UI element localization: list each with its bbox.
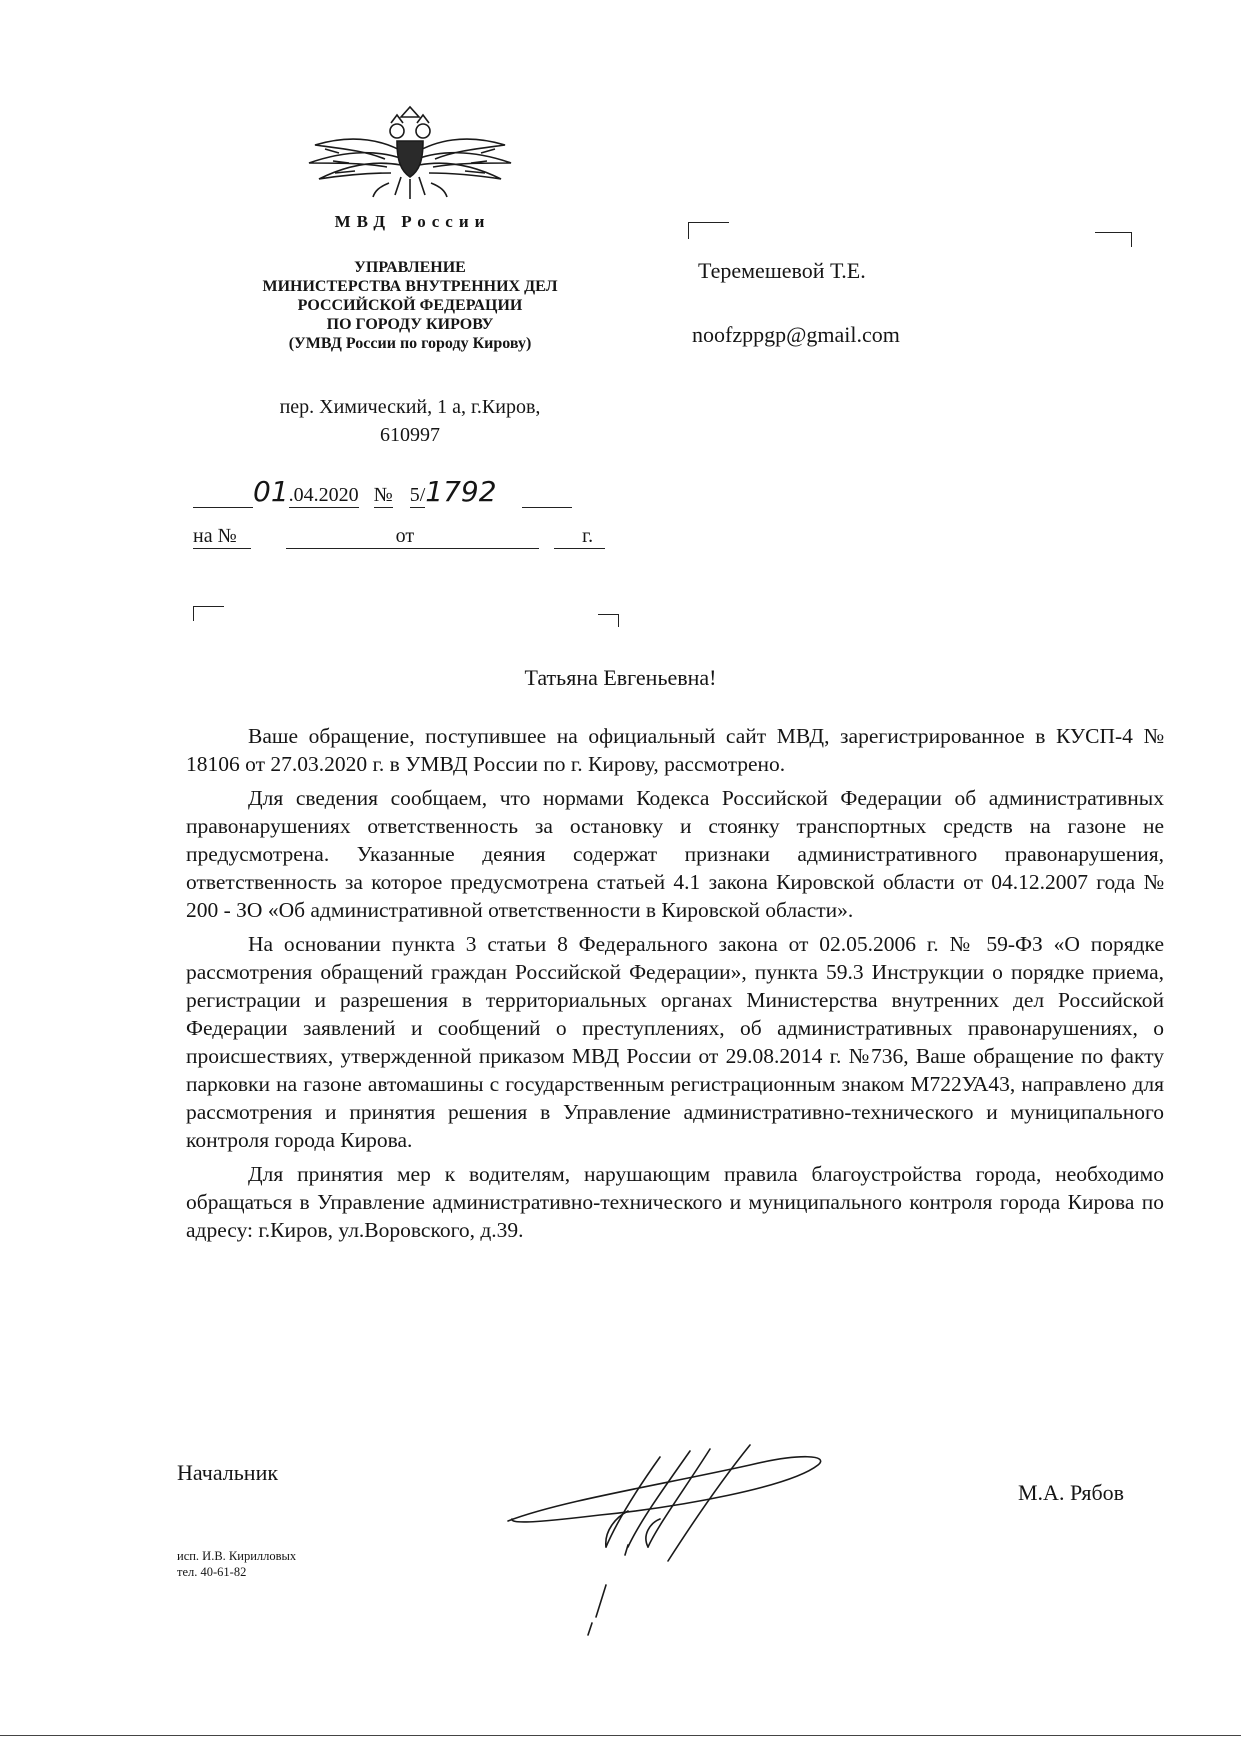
corner-mark xyxy=(688,222,729,239)
corner-mark xyxy=(1095,232,1132,247)
reply-number-blank xyxy=(286,525,396,549)
mvd-eagle-emblem-icon xyxy=(305,105,515,203)
date-month-year: .04.2020 xyxy=(288,484,359,506)
executor-info xyxy=(177,1548,296,1580)
letter-body xyxy=(186,722,1164,1250)
from-label: от xyxy=(395,525,415,547)
corner-mark xyxy=(598,614,619,627)
recipient-name: Теремешевой Т.Е. xyxy=(698,258,866,283)
date-underline xyxy=(193,484,253,508)
reply-to-label: на № xyxy=(193,525,251,549)
signer-position: Начальник xyxy=(177,1460,279,1485)
reply-line xyxy=(193,525,623,549)
address-line: 610997 xyxy=(380,424,440,446)
body-paragraph: Ваше обращение, поступившее на официальный сайт МВД, зарегистрированное в КУСП-4 № 18106 от 27.03.2020 г. в УМВД России по г. Кирову, рассмотрено. xyxy=(186,724,1164,776)
sender-address xyxy=(210,393,610,449)
number-prefix: 5/ xyxy=(409,484,426,506)
signer-name: М.А. Рябов xyxy=(1018,1480,1125,1505)
recipient-email: noofzppgp@gmail.com xyxy=(692,322,900,347)
salutation: Татьяна Евгеньевна! xyxy=(524,665,717,690)
number-sign: № xyxy=(373,484,393,506)
directorate-line: МИНИСТЕРСТВА ВНУТРЕННИХ ДЕЛ xyxy=(262,278,558,295)
directorate-line: ПО ГОРОДУ КИРОВУ xyxy=(326,316,494,333)
directorate-line: РОССИЙСКОЙ ФЕДЕРАЦИИ xyxy=(297,297,523,314)
handwritten-signature-icon xyxy=(500,1435,860,1650)
directorate-line: УПРАВЛЕНИЕ xyxy=(354,259,466,276)
directorate-line: (УМВД России по городу Кирову) xyxy=(288,335,532,352)
year-suffix: г. xyxy=(554,525,605,549)
address-line: пер. Химический, 1 а, г.Киров, xyxy=(279,396,541,418)
directorate-block xyxy=(220,258,600,353)
body-paragraph: Для сведения сообщаем, что нормами Кодекса Российской Федерации об административных правонарушениях ответственность за остановку и стоянку транспортных средств на газоне не предусмотрена. Указанные деяния содержат признаки административного правонарушения, ответственность за которое предусмотрена статьей 4.1 закона Кировской области от 04.12.2007 года № 200 - ЗО «Об административной ответственности в Кировской области». xyxy=(186,786,1164,922)
number-handwritten: 1792 xyxy=(425,475,497,508)
reply-date-blank xyxy=(414,525,539,549)
registration-line xyxy=(193,475,623,508)
body-paragraph: Для принятия мер к водителям, нарушающим правила благоустройства города, необходимо обращаться в Управление административно-технического и муниципального контроля города Кирова по адресу: г.Киров, ул.Воровского, д.39. xyxy=(186,1162,1164,1242)
number-underline xyxy=(522,484,572,508)
body-paragraph: На основании пункта 3 статьи 8 Федерального закона от 02.05.2006 г. № 59-ФЗ «О порядке рассмотрения обращений граждан Российской Федерации», пункта 59.3 Инструкции о порядке приема, регистрации и разрешения в территориальных органах Министерства внутренних дел Российской Федерации заявлений и сообщений о преступлениях, об административных правонарушениях, о происшествиях, утвержденной приказом МВД России от 29.08.2014 г. №736, Ваше обращение по факту парковки на газоне автомашины с государственным регистрационным знаком М722УА43, направлено для рассмотрения и принятия решения в Управление административно-технического и муниципального контроля города Кирова. xyxy=(186,932,1164,1152)
org-name: МВД России xyxy=(334,212,491,231)
executor-name: исп. И.В. Кирилловых xyxy=(177,1549,297,1563)
executor-phone: тел. 40-61-82 xyxy=(177,1565,247,1579)
date-day-handwritten: 01 xyxy=(253,475,289,508)
bottom-rule xyxy=(0,1735,1241,1736)
corner-mark xyxy=(193,606,224,621)
